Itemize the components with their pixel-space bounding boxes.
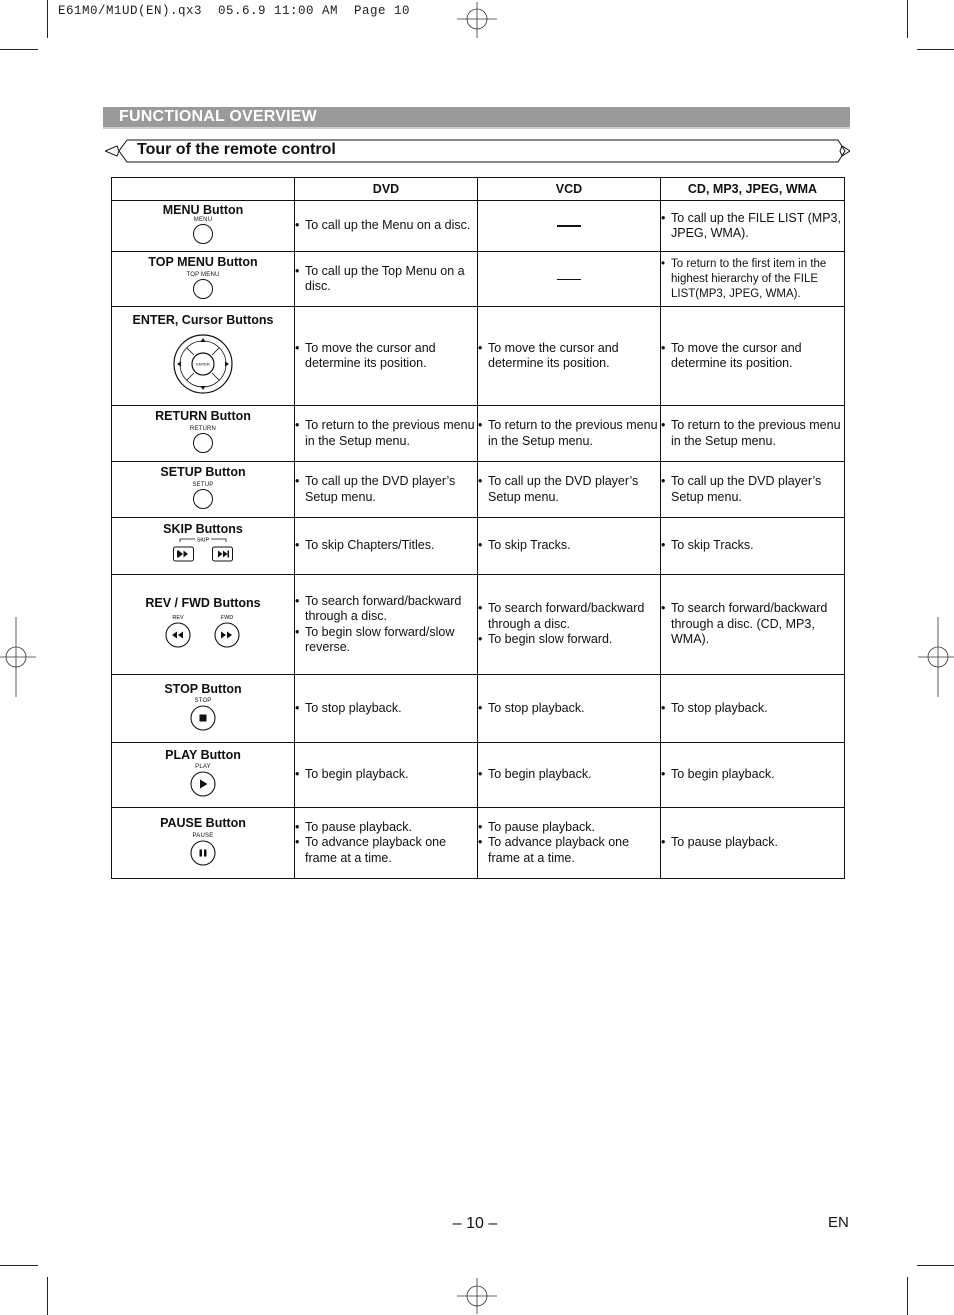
pause-button-icon [190,840,216,866]
subsection-banner [105,139,850,163]
cd-cell [661,201,845,252]
button-label: MENU [193,217,213,223]
page-number: – 10 – [452,1215,498,1232]
crop-mark [917,49,954,50]
skip-label: SKIP [196,537,210,543]
table-row [112,406,845,462]
header-vcd: VCD [478,178,661,201]
rev-label: REV [172,615,184,621]
table-row [112,743,845,808]
cd-cell [661,675,845,743]
crop-mark [0,49,38,50]
registration-mark-left [0,617,36,697]
table-row [112,252,845,307]
button-label: STOP [194,697,212,704]
button-cell [112,675,295,743]
printer-slug: E61M0/M1UD(EN).qx3 05.6.9 11:00 AM Page 10 [58,4,411,18]
dvd-cell [295,252,478,307]
button-cell [112,518,295,575]
registration-mark-bottom [457,1278,497,1315]
crop-mark [0,1265,38,1266]
list-item: • To call up the Top Menu on a disc. [295,264,477,295]
button-cell [112,307,295,406]
not-applicable-dash [557,225,581,227]
vcd-cell [478,575,661,675]
vcd-cell [478,307,661,406]
list-item: • To return to the previous menu in the Setup menu. [661,418,844,449]
vcd-cell [478,675,661,743]
button-cell [112,743,295,808]
button-name: STOP Button [164,681,242,696]
list-item: • To move the cursor and determine its position. [661,341,844,372]
header-dvd: DVD [295,178,478,201]
list-item: • To begin playback. [295,767,477,783]
subsection-title: Tour of the remote control [137,141,336,158]
list-item: • To move the cursor and determine its position. [295,341,477,372]
table-row [112,518,845,575]
cd-cell [661,462,845,518]
button-label: PLAY [195,764,211,770]
table-row [112,575,845,675]
cd-cell [661,518,845,575]
header-cd: CD, MP3, JPEG, WMA [661,178,845,201]
list-item: • To skip Tracks. [661,538,844,554]
crop-mark [47,0,48,38]
dvd-cell [295,808,478,879]
dvd-cell [295,575,478,675]
list-item: • To advance playback one frame at a time. [478,835,660,866]
button-name: PLAY Button [165,748,241,762]
list-item: • To call up the FILE LIST (MP3, JPEG, WMA). [661,211,844,242]
vcd-cell [478,406,661,462]
table-row [112,675,845,743]
list-item: • To search forward/backward through a disc. [478,601,660,632]
dvd-cell [295,406,478,462]
section-title: FUNCTIONAL OVERVIEW [119,108,317,125]
list-item: • To pause playback. [661,835,844,851]
dvd-cell [295,462,478,518]
button-name: ENTER, Cursor Buttons [132,312,274,327]
dvd-cell [295,518,478,575]
table-row [112,201,845,252]
fwd-label: FWD [220,615,234,621]
list-item: • To skip Tracks. [478,538,660,554]
cd-cell [661,808,845,879]
cd-cell [661,406,845,462]
button-label: SETUP [192,482,214,488]
play-button-icon [190,771,216,797]
list-item: • To pause playback. [295,820,477,836]
list-item: • To return to the previous menu in the Setup menu. [295,418,477,449]
rev-fwd-buttons-icon [163,614,243,648]
button-label: TOP MENU [186,271,220,278]
list-item: • To pause playback. [478,820,660,836]
return-button-icon [193,433,213,453]
list-item: • To return to the previous menu in the Setup menu. [478,418,660,449]
vcd-cell [478,518,661,575]
button-name: MENU Button [162,203,244,217]
cd-cell [661,575,845,675]
cd-cell [661,307,845,406]
list-item: • To advance playback one frame at a time. [295,835,477,866]
vcd-cell [478,252,661,307]
enter-key-label: ENTER [196,361,210,366]
header-blank [112,178,295,201]
section-header [103,107,850,129]
vcd-cell [478,462,661,518]
button-cell [112,252,295,307]
list-item: • To call up the DVD player’s Setup menu. [478,474,660,505]
list-item: • To skip Chapters/Titles. [295,538,477,554]
button-name: PAUSE Button [160,815,246,830]
top-menu-button-icon [193,279,213,299]
list-item: • To begin slow forward. [478,632,660,648]
list-item: • To stop playback. [295,701,477,717]
list-item: • To call up the DVD player’s Setup menu. [661,474,844,505]
list-item: • To begin playback. [478,767,660,783]
remote-function-table [111,177,845,879]
button-cell [112,575,295,675]
dvd-cell [295,307,478,406]
table-row [112,462,845,518]
list-item: • To search forward/backward through a disc. [295,594,477,625]
button-cell [112,201,295,252]
table-row [112,808,845,879]
crop-mark [907,0,908,38]
not-applicable-dash [557,279,581,280]
list-item: • To call up the DVD player’s Setup menu. [295,474,477,505]
button-name: REV / FWD Buttons [145,596,261,610]
cd-cell [661,252,845,307]
table-header-row [112,178,845,201]
vcd-cell [478,808,661,879]
button-label: RETURN [189,426,217,432]
cd-cell [661,743,845,808]
vcd-cell [478,201,661,252]
button-cell [112,406,295,462]
button-cell [112,462,295,518]
button-name: TOP MENU Button [148,254,258,269]
button-name: RETURN Button [155,409,251,423]
cursor-pad-icon [172,333,234,395]
crop-mark [917,1265,954,1266]
dvd-cell [295,201,478,252]
setup-button-icon [193,489,213,509]
button-name: SKIP Buttons [163,521,243,536]
list-item: • To begin slow forward/slow reverse. [295,625,477,656]
list-item: • To move the cursor and determine its position. [478,341,660,372]
list-item: • To return to the first item in the highest hierarchy of the FILE LIST(MP3, JPEG, WMA). [661,257,844,302]
button-name: SETUP Button [160,465,246,479]
language-code: EN [828,1214,849,1231]
menu-button-icon [193,224,213,244]
list-item: • To begin playback. [661,767,844,783]
crop-mark [907,1277,908,1315]
crop-mark [47,1277,48,1315]
dvd-cell [295,743,478,808]
registration-mark-right [918,617,954,697]
list-item: • To search forward/backward through a disc. (CD, MP3, WMA). [661,601,844,648]
skip-buttons-icon [173,536,233,566]
list-item: • To call up the Menu on a disc. [295,218,477,234]
stop-button-icon [190,705,216,731]
button-label: PAUSE [192,832,214,839]
registration-mark-top [457,0,497,40]
list-item: • To stop playback. [661,701,844,717]
table-row [112,307,845,406]
button-cell [112,808,295,879]
list-item: • To stop playback. [478,701,660,717]
dvd-cell [295,675,478,743]
vcd-cell [478,743,661,808]
